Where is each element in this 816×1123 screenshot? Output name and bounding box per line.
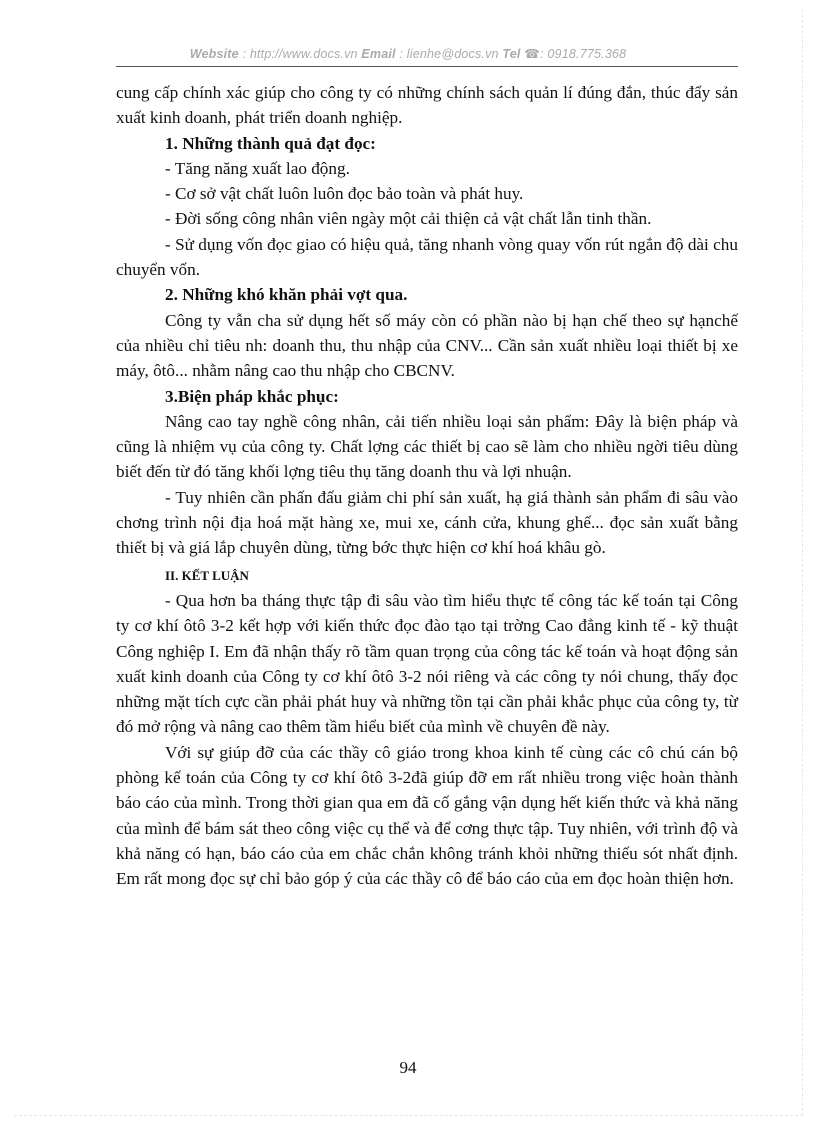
heading-achievements: 1. Những thành quả đạt đọc: [165, 133, 376, 153]
header-tel-label: Tel [502, 47, 521, 61]
header-divider [116, 66, 738, 67]
page-number: 94 [399, 1058, 417, 1077]
paragraph-cost-reduction: - Tuy nhiên cần phấn đấu giảm chi phí sản xuất, hạ giá thành sản phẩm đi sâu vào chơng trình nội địa hoá mặt hàng xe, mui xe, cánh cửa, khung ghế... đọc sản xuất bằng thiết bị và giá lắp chuyên dùng, từng bớc thực hiện cơ khí hoá khâu gò. [116, 487, 738, 558]
header-tel-value: : 0918.775.368 [540, 47, 627, 61]
header-website-label: Website [189, 47, 239, 61]
paragraph-solutions: Nâng cao tay nghề công nhân, cải tiến nhiều loại sản phẩm: Đây là biện pháp và cũng là nhiệm vụ của công ty. Chất lợng các thiết bị cao sẽ làm cho nhiều ngời tiêu dùng biết đến từ đó tăng khối lợng tiêu thụ tăng doanh thu và lợi nhuận. [116, 411, 738, 482]
bullet-productivity: - Tăng năng xuất lao động. [165, 158, 350, 178]
paragraph-acknowledgement: Với sự giúp đỡ của các thầy cô giáo trong khoa kinh tế cùng các cô chú cán bộ phòng kế toán của Công ty cơ khí ôtô 3-2đã giúp đỡ em rất nhiều trong việc hoàn thành báo cáo của mình. Trong thời gian qua em đã cố gắng vận dụng hết kiến thức và khả năng của mình để bám sát theo công việc cụ thể và để cơng thực tập. Tuy nhiên, với trình độ và khả năng có hạn, báo cáo của em chắc chắn không tránh khỏi những thiếu sót nhất định. Em rất mong đọc sự chỉ bảo góp ý của các thầy cô để báo cáo của em đọc hoàn thiện hơn. [116, 742, 738, 889]
bullet-capital-use: - Sử dụng vốn đọc giao có hiệu quả, tăng nhanh vòng quay vốn rút ngắn độ dài chu chuyển vốn. [116, 234, 738, 280]
header-email-label: Email [361, 47, 396, 61]
paragraph-intro: cung cấp chính xác giúp cho công ty có những chính sách quản lí đúng đắn, thúc đẩy sản xuất kinh doanh, phát triển doanh nghiệp. [116, 83, 738, 128]
heading-conclusion: II. KẾT LUẬN [165, 567, 249, 583]
bullet-employee-life: - Đời sống công nhân viên ngày một cải thiện cả vật chất lẫn tinh thần. [165, 209, 652, 229]
page-header [0, 46, 816, 61]
header-website-link[interactable]: : http://www.docs.vn [242, 47, 358, 61]
header-email-link[interactable]: : lienhe@docs.vn [399, 47, 499, 61]
bullet-facilities: - Cơ sở vật chất luôn luôn đọc bảo toàn và phát huy. [165, 184, 524, 204]
paragraph-conclusion: - Qua hơn ba tháng thực tập đi sâu vào tìm hiểu thực tế công tác kế toán tại Công ty cơ khí ôtô 3-2 kết hợp với kiến thức đọc đào tạo tại trờng Cao đẳng kinh tế - kỹ thuật Công nghiệp I. Em đã nhận thấy rõ tầm quan trọng của công tác kế toán và hoạt động sản xuất kinh doanh của Công ty cơ khí ôtô 3-2 nói riêng và các công ty nói chung, thấy đọc những mặt tích cực cần phải phát huy và những tồn tại cần phải khắc phục của công ty, từ đó mở rộng và nâng cao thêm tầm hiểu biết của mình về chuyên đề này. [116, 590, 738, 737]
paragraph-difficulties: Công ty vẫn cha sử dụng hết số máy còn có phần nào bị hạn chế theo sự hạnchế của nhiều chỉ tiêu nh: doanh thu, thu nhập của CNV... Cần sản xuất nhiều loại thiết bị xe máy, ôtô... nhằm nâng cao thu nhập cho CBCNV. [116, 310, 738, 381]
heading-solutions: 3.Biện pháp khắc phục: [165, 386, 339, 406]
document-body [116, 80, 738, 892]
heading-difficulties: 2. Những khó khăn phải vợt qua. [165, 285, 408, 305]
phone-icon: ☎ [524, 47, 541, 61]
